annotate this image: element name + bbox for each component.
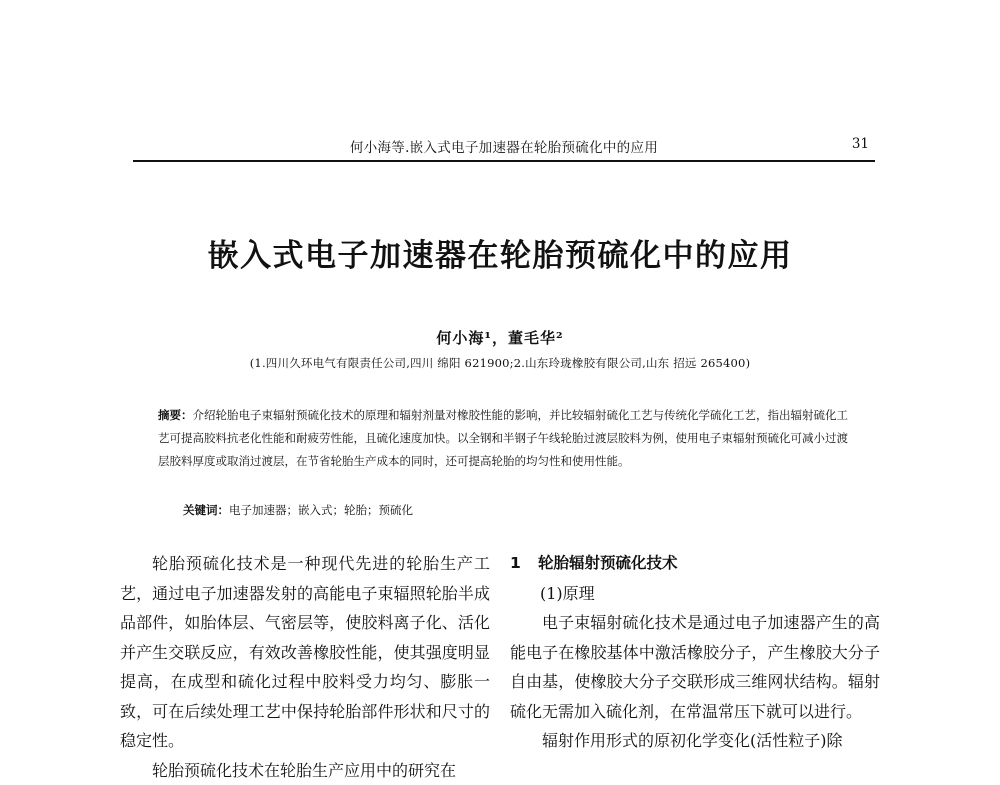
keywords-text: 电子加速器；嵌入式；轮胎；预硫化 [229,503,413,517]
section-title: 轮胎辐射预硫化技术 [538,554,678,572]
body-paragraph: 电子束辐射硫化技术是通过电子加速器产生的高能电子在橡胶基体中激活橡胶分子，产生橡胶大分子自由基，使橡胶大分子交联形成三维网状结构。辐射硫化无需加入硫化剂，在常温常压下就可以进行。 [510,608,880,726]
section-number: 1 [510,549,538,579]
keywords-label: 关键词： [183,503,229,517]
header-rule [133,160,875,162]
body-column-right [510,549,880,756]
subsection-heading: (1)原理 [510,579,880,609]
body-column-left [120,549,490,785]
article-title: 嵌入式电子加速器在轮胎预硫化中的应用 [0,230,1000,275]
running-title: 何小海等.嵌入式电子加速器在轮胎预硫化中的应用 [133,136,875,156]
body-paragraph: 轮胎预硫化技术在轮胎生产应用中的研究在 [120,756,490,785]
affiliations: (1.四川久环电气有限责任公司,四川 绵阳 621900;2.山东玲珑橡胶有限公司,山东 招远 265400) [0,355,1000,371]
running-header [133,134,875,156]
abstract-text: 介绍轮胎电子束辐射预硫化技术的原理和辐射剂量对橡胶性能的影响，并比较辐射硫化工艺与传统化学硫化工艺，指出辐射硫化工艺可提高胶料抗老化性能和耐疲劳性能，且硫化速度加快。以全钢和半钢子午线轮胎过渡层胶料为例，使用电子束辐射预硫化可减小过渡层胶料厚度或取消过渡层，在节省轮胎生产成本的同时，还可提高轮胎的均匀性和使用性能。 [158,408,848,468]
keywords [183,501,848,519]
body-paragraph: 轮胎预硫化技术是一种现代先进的轮胎生产工艺，通过电子加速器发射的高能电子束辐照轮胎半成品部件，如胎体层、气密层等，使胶料离子化、活化并产生交联反应，有效改善橡胶性能，使其强度明显提高，在成型和硫化过程中胶料受力均匀、膨胀一致，可在后续处理工艺中保持轮胎部件形状和尺寸的稳定性。 [120,549,490,756]
authors: 何小海¹，董毛华² [0,327,1000,348]
abstract-label: 摘要： [158,408,193,422]
section-heading [510,549,880,579]
abstract [158,404,848,473]
body-paragraph: 辐射作用形式的原初化学变化(活性粒子)除 [510,726,880,756]
page-number: 31 [852,136,869,152]
